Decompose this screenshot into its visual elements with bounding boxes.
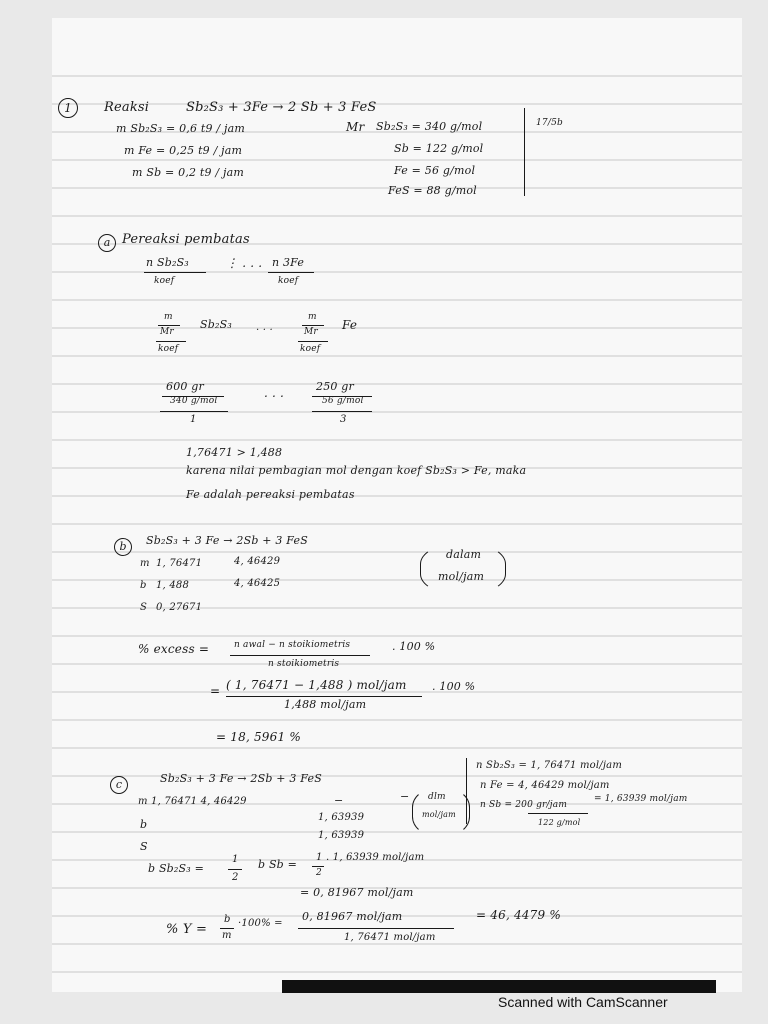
value-left-bar-2	[160, 411, 228, 412]
value-right-bar-2	[312, 411, 372, 412]
question-number: 1	[64, 101, 72, 115]
side-n-sb: n Sb = 200 gr/jam	[480, 800, 568, 810]
excess-fraction-bar	[230, 655, 370, 656]
m-over-mr-left-den: Mr	[160, 327, 174, 337]
yield-label: % Y =	[166, 922, 208, 937]
part-a-title: Pereaksi pembatas	[122, 232, 250, 247]
table-row-b-key: b	[140, 580, 147, 591]
dots-3: . . .	[264, 386, 285, 400]
m-over-mr-right-num: m	[308, 312, 317, 322]
eq2: = 0, 81967 mol/jam	[300, 886, 414, 899]
yield-numerator: 0, 81967 mol/jam	[302, 910, 403, 923]
koef-right-bar	[298, 341, 328, 342]
excess-calc-times: . 100 %	[432, 680, 476, 693]
m-over-mr-right-den: Mr	[304, 327, 318, 337]
yield-fraction-bar	[298, 928, 454, 929]
value-left-den: 340 g/mol	[170, 396, 218, 406]
excess-calc-denominator: 1,488 mol/jam	[284, 698, 367, 711]
reaction-equation: Sb₂S₃ + 3Fe → 2 Sb + 3 FeS	[186, 100, 377, 115]
value-right-num: 250 gr	[316, 380, 354, 393]
excess-calc-bar	[226, 696, 422, 697]
unit-note-line-2: mol/jam	[438, 570, 485, 583]
yield-denominator: 1, 76471 mol/jam	[344, 932, 436, 943]
part-c-unit-2: mol/jam	[422, 810, 456, 819]
part-c-unit-1: dlm	[428, 792, 446, 802]
part-c-b-value: 1, 63939	[318, 812, 365, 823]
yield-frac-bar	[220, 928, 234, 929]
eq1-frac-den: 2	[232, 872, 239, 883]
mr-label: Mr	[346, 120, 365, 134]
table-row-m-key: m	[140, 558, 150, 569]
eq1-frac2-bar	[312, 866, 324, 867]
part-b-circle	[114, 538, 132, 556]
given-mass-fe: m Fe = 0,25 t9 / jam	[124, 144, 243, 157]
eq1-frac2-den: 2	[316, 868, 322, 878]
excess-result: = 18, 5961 %	[216, 730, 301, 744]
value-left-koef: 1	[190, 414, 197, 425]
excess-times: . 100 %	[392, 640, 436, 653]
conclusion-line-2: Fe adalah pereaksi pembatas	[186, 488, 355, 501]
yield-times: ·100% =	[238, 918, 283, 929]
species-left: Sb₂S₃	[200, 318, 232, 331]
side-result: = 1, 63939 mol/jam	[594, 794, 688, 804]
dots-2: . . .	[256, 322, 273, 333]
excess-calc-eq: =	[210, 684, 221, 698]
koef-left: koef	[158, 344, 179, 354]
q1-divider	[524, 108, 525, 196]
koef-left-bar	[156, 341, 186, 342]
part-c-m-row: m 1, 76471 4, 46429	[138, 796, 247, 807]
question-number-circle	[58, 98, 78, 118]
mr-fes: FeS = 88 g/mol	[388, 184, 477, 197]
m-over-mr-left-num: m	[164, 312, 173, 322]
table-row-b-sb2s3: 1, 488	[156, 580, 190, 591]
koef-right: koef	[300, 344, 321, 354]
reaction-label: Reaksi	[104, 100, 150, 115]
mr-sb2s3: Sb₂S₃ = 340 g/mol	[376, 120, 483, 133]
part-c-label: c	[115, 778, 123, 791]
eq1-frac-bar	[228, 869, 242, 870]
part-b-label: b	[119, 540, 127, 553]
conclusion-line-1: karena nilai pembagian mol dengan koef Sb₂S₃ > Fe, maka	[186, 464, 527, 477]
ratio-dots: ⋮ . . .	[226, 256, 263, 270]
ratio-num-right: n 3Fe	[272, 256, 305, 269]
part-c-circle	[110, 776, 128, 794]
eq1-right: . 1, 63939 mol/jam	[326, 852, 425, 863]
part-c-s-label: S	[140, 840, 148, 853]
excess-label: % excess =	[138, 642, 210, 656]
part-c-dash-2: −	[400, 790, 410, 803]
side-n-fe: n Fe = 4, 46429 mol/jam	[480, 780, 610, 791]
eq1-frac2-num: 1	[316, 852, 323, 863]
unit-note-line-1: dalam	[446, 548, 482, 561]
given-mass-sb2s3: m Sb₂S₃ = 0,6 t9 / jam	[116, 122, 245, 135]
yield-result: = 46, 4479 %	[476, 908, 561, 922]
given-mass-sb: m Sb = 0,2 t9 / jam	[132, 166, 245, 179]
value-right-den: 56 g/mol	[322, 396, 364, 406]
scanner-footer-bar	[282, 980, 716, 993]
part-c-reaction: Sb₂S₃ + 3 Fe → 2Sb + 3 FeS	[160, 772, 322, 785]
mr-sb: Sb = 122 g/mol	[394, 142, 484, 155]
side-denominator: 122 g/mol	[538, 818, 581, 827]
part-b-reaction: Sb₂S₃ + 3 Fe → 2Sb + 3 FeS	[146, 534, 308, 547]
part-c-b-label: b	[140, 818, 148, 831]
side-fraction-bar	[528, 813, 588, 814]
table-row-b-fe: 4, 46425	[234, 578, 281, 589]
m-over-mr-right-bar	[302, 325, 324, 326]
ratio-den-left: koef	[154, 276, 175, 286]
table-row-s-key: S	[140, 602, 148, 613]
eq1-left: b Sb₂S₃ =	[148, 862, 204, 875]
m-over-mr-left-bar	[158, 325, 180, 326]
value-right-koef: 3	[340, 414, 347, 425]
mr-fe: Fe = 56 g/mol	[394, 164, 476, 177]
ratio-num-left: n Sb₂S₃	[146, 256, 189, 269]
excess-calc-numerator: ( 1, 76471 − 1,488 ) mol/jam	[226, 678, 407, 692]
table-row-s-sb2s3: 0, 27671	[156, 602, 203, 613]
ratio-bar-left	[144, 272, 206, 273]
comparison: 1,76471 > 1,488	[186, 446, 283, 459]
part-c-dash-1: −	[334, 794, 344, 807]
part-c-s-value: 1, 63939	[318, 830, 365, 841]
part-a-label: a	[103, 236, 111, 249]
ratio-bar-right	[268, 272, 314, 273]
margin-note: 17/5b	[536, 118, 563, 128]
value-left-num: 600 gr	[166, 380, 204, 393]
species-right: Fe	[342, 318, 358, 332]
camscanner-watermark: Scanned with CamScanner	[498, 994, 668, 1010]
excess-numerator: n awal − n stoikiometris	[234, 640, 351, 650]
ratio-den-right: koef	[278, 276, 299, 286]
yield-frac-den: m	[222, 930, 232, 941]
yield-frac-num: b	[224, 914, 231, 925]
eq1-mid: b Sb =	[258, 858, 298, 871]
table-row-m-fe: 4, 46429	[234, 556, 281, 567]
part-c-divider	[466, 758, 467, 824]
table-row-m-sb2s3: 1, 76471	[156, 558, 203, 569]
side-n-sb2s3: n Sb₂S₃ = 1, 76471 mol/jam	[476, 760, 623, 771]
excess-denominator: n stoikiometris	[268, 659, 340, 669]
part-a-circle	[98, 234, 116, 252]
eq1-frac-num: 1	[232, 854, 239, 865]
